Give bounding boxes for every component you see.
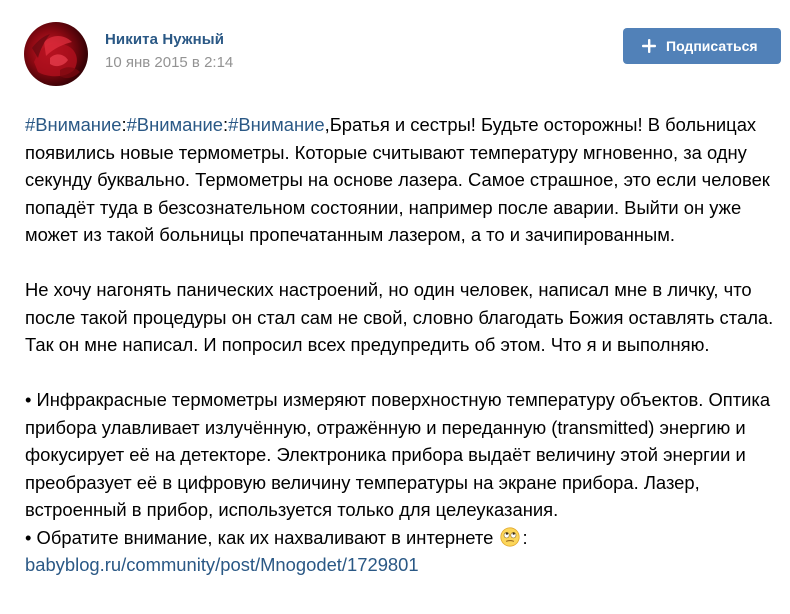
- avatar-image: [24, 22, 88, 86]
- avatar[interactable]: [24, 22, 88, 86]
- post-paragraph: Не хочу нагонять панических настроений, но один человек, написал мне в личку, что после такой процедуры он стал сам не свой, словно благодать Божия оставлять стала. Так он мне написал. И попросил всех предупредить об этом. Что я и выполняю.: [25, 279, 774, 355]
- paragraph-text: • Обратите внимание, как их нахваливают в интернете: [25, 526, 494, 548]
- eye-roll-emoji-icon: [500, 527, 520, 547]
- post-paragraph: [25, 111, 783, 249]
- author-name[interactable]: Никита Нужный: [105, 31, 225, 48]
- subscribe-label: Подписаться: [666, 38, 758, 54]
- post-paragraph: [25, 524, 783, 552]
- post-text: [25, 111, 783, 579]
- hashtag-link[interactable]: #Внимание: [126, 114, 224, 135]
- paragraph-text: ,Братья и сестры! Будьте осторожны! В больницах появились новые термометры. Которые считывают температуру мгновенно, за одну секунду буквально. Термометры на основе лазера. Самое страшное, это если человек попадёт туда в безсознательном состоянии, например после аварии. Выйти он уже может из такой больницы пропечатанным лазером, а то и зачипированным.: [25, 114, 770, 245]
- subscribe-button[interactable]: [623, 28, 781, 64]
- hashtag-link[interactable]: #Внимание: [25, 114, 122, 135]
- external-link[interactable]: babyblog.ru/community/post/Mnogodet/1729801: [25, 554, 419, 575]
- hashtag-link[interactable]: #Внимание: [228, 114, 325, 135]
- post-paragraph: [25, 551, 783, 579]
- paragraph-colon: :: [522, 526, 528, 548]
- post-date[interactable]: 10 янв 2015 в 2:14: [105, 54, 234, 71]
- hashtag-separator: :: [223, 114, 229, 135]
- post-paragraph: • Инфракрасные термометры измеряют поверхностную температуру объектов. Оптика прибора улавливает излучённую, отражённую и переданную (transmitted) энергию и фокусирует её на детекторе. Электроника прибора выдаёт величину этой энергии и преобразует её в цифровую величину температуры на экране прибора. Лазер, встроенный в прибор, используется только для целеуказания.: [25, 389, 771, 520]
- hashtag-separator: :: [121, 114, 127, 135]
- plus-icon: [641, 38, 657, 54]
